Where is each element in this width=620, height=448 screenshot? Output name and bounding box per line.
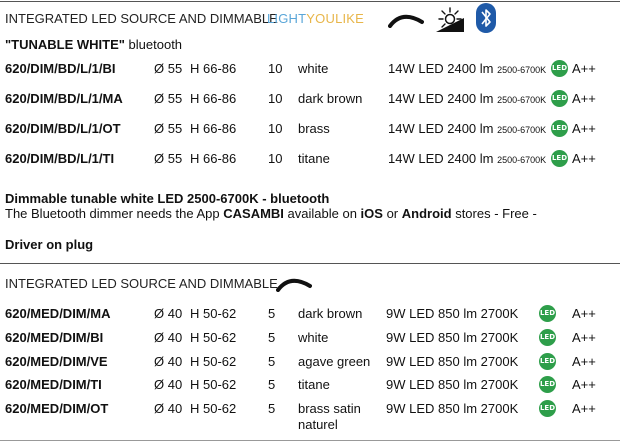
power-spec [388,61,546,76]
table-row [0,401,620,435]
note-app-name: CASAMBI [223,206,284,221]
beam-angle: 5 [268,377,276,392]
note-text: or [382,206,402,221]
height: H 66-86 [190,61,237,76]
bottom-rule [0,440,620,441]
led-badge: LED [539,329,556,346]
energy-class: A++ [572,330,596,345]
power-spec: 9W LED 850 lm 2700K [386,354,519,369]
diameter: Ø 55 [154,121,183,136]
cct-range: 2500-6700K [497,95,547,105]
finish-color: white [298,61,329,76]
energy-class: A++ [572,354,596,369]
height: H 50-62 [190,401,237,416]
power-spec: 9W LED 850 lm 2700K [386,401,519,416]
height: H 50-62 [190,330,237,345]
cct-range: 2500-6700K [497,155,547,165]
dimmable-sun-icon [436,6,466,32]
note-android: Android [401,206,452,221]
product-code: 620/MED/DIM/OT [5,401,109,416]
power-spec: 9W LED 850 lm 2700K [386,377,519,392]
energy-class: A++ [572,121,596,136]
product-code: 620/DIM/BD/L/1/TI [5,151,115,166]
cct-range: 2500-6700K [497,125,547,135]
energy-class: A++ [572,401,596,416]
power-text: 14W LED 2400 lm [388,61,494,76]
section-divider [0,263,620,264]
height: H 66-86 [190,121,237,136]
height: H 66-86 [190,151,237,166]
table-row [0,354,620,374]
table-row [0,377,620,397]
table-row [0,121,620,141]
height: H 50-62 [190,306,237,321]
product-code: 620/DIM/BD/L/1/BI [5,61,116,76]
led-badge: LED [539,400,556,417]
led-badge: LED [539,376,556,393]
led-badge: LED [551,120,568,137]
power-spec: 9W LED 850 lm 2700K [386,306,519,321]
beam-angle: 10 [268,121,283,136]
beam-angle: 5 [268,401,276,416]
diameter: Ø 40 [154,354,183,369]
height: H 50-62 [190,377,237,392]
power-text: 14W LED 2400 lm [388,151,494,166]
note-text: The Bluetooth dimmer needs the App [5,206,224,221]
diameter: Ø 40 [154,377,183,392]
product-code: 620/DIM/BD/L/1/MA [5,91,123,106]
beam-angle-icon [388,8,424,28]
app-note [5,206,537,221]
beam-angle: 5 [268,330,276,345]
diameter: Ø 55 [154,91,183,106]
finish-color: agave green [298,354,371,369]
product-code: 620/MED/DIM/BI [5,330,104,345]
finish-color: brass [298,121,330,136]
beam-angle: 10 [268,91,283,106]
energy-class: A++ [572,91,596,106]
beam-angle: 5 [268,354,276,369]
height: H 66-86 [190,91,237,106]
finish-color: brass satin [298,401,361,416]
energy-class: A++ [572,61,596,76]
brand-logo [267,11,364,26]
led-badge: LED [551,90,568,107]
power-spec [388,121,546,136]
power-spec: 9W LED 850 lm 2700K [386,330,519,345]
diameter: Ø 40 [154,330,183,345]
note-text: available on [283,206,361,221]
section2-heading: INTEGRATED LED SOURCE AND DIMMABLE [5,276,278,291]
beam-angle: 10 [268,151,283,166]
diameter: Ø 55 [154,61,183,76]
led-badge: LED [539,305,556,322]
driver-note: Driver on plug [5,237,94,252]
led-badge: LED [539,353,556,370]
led-badge: LED [551,60,568,77]
energy-class: A++ [572,306,596,321]
brand-part2: YOULIKE [306,11,365,26]
table-row [0,306,620,326]
table-row [0,330,620,350]
product-code: 620/MED/DIM/TI [5,377,102,392]
cct-range: 2500-6700K [497,65,547,75]
finish-color: titane [298,377,330,392]
finish-color-line2: naturel [298,417,338,432]
finish-color: titane [298,151,330,166]
section1-heading: INTEGRATED LED SOURCE AND DIMMABLE [5,11,278,26]
note-title: Dimmable tunable white LED 2500-6700K - bluetooth [5,191,330,206]
power-spec [388,151,546,166]
beam-angle-icon [276,272,312,292]
beam-angle: 10 [268,61,283,76]
subtitle-rest: bluetooth [124,37,183,52]
bluetooth-icon [476,3,496,33]
energy-class: A++ [572,377,596,392]
product-code: 620/DIM/BD/L/1/OT [5,121,121,136]
table-row [0,151,620,171]
brand-part1: LIGHT [267,11,307,26]
finish-color: white [298,330,329,345]
product-code: 620/MED/DIM/MA [5,306,111,321]
diameter: Ø 55 [154,151,183,166]
note-ios: iOS [360,206,383,221]
section1-subtitle [5,37,182,52]
height: H 50-62 [190,354,237,369]
led-badge: LED [551,150,568,167]
power-spec [388,91,546,106]
diameter: Ø 40 [154,401,183,416]
finish-color: dark brown [298,91,363,106]
diameter: Ø 40 [154,306,183,321]
subtitle-bold: "TUNABLE WHITE" [5,37,125,52]
table-row [0,61,620,81]
beam-angle: 5 [268,306,276,321]
note-text: stores - Free - [451,206,537,221]
power-text: 14W LED 2400 lm [388,121,494,136]
top-rule [0,1,620,2]
finish-color: dark brown [298,306,363,321]
power-text: 14W LED 2400 lm [388,91,494,106]
energy-class: A++ [572,151,596,166]
table-row [0,91,620,111]
product-code: 620/MED/DIM/VE [5,354,108,369]
